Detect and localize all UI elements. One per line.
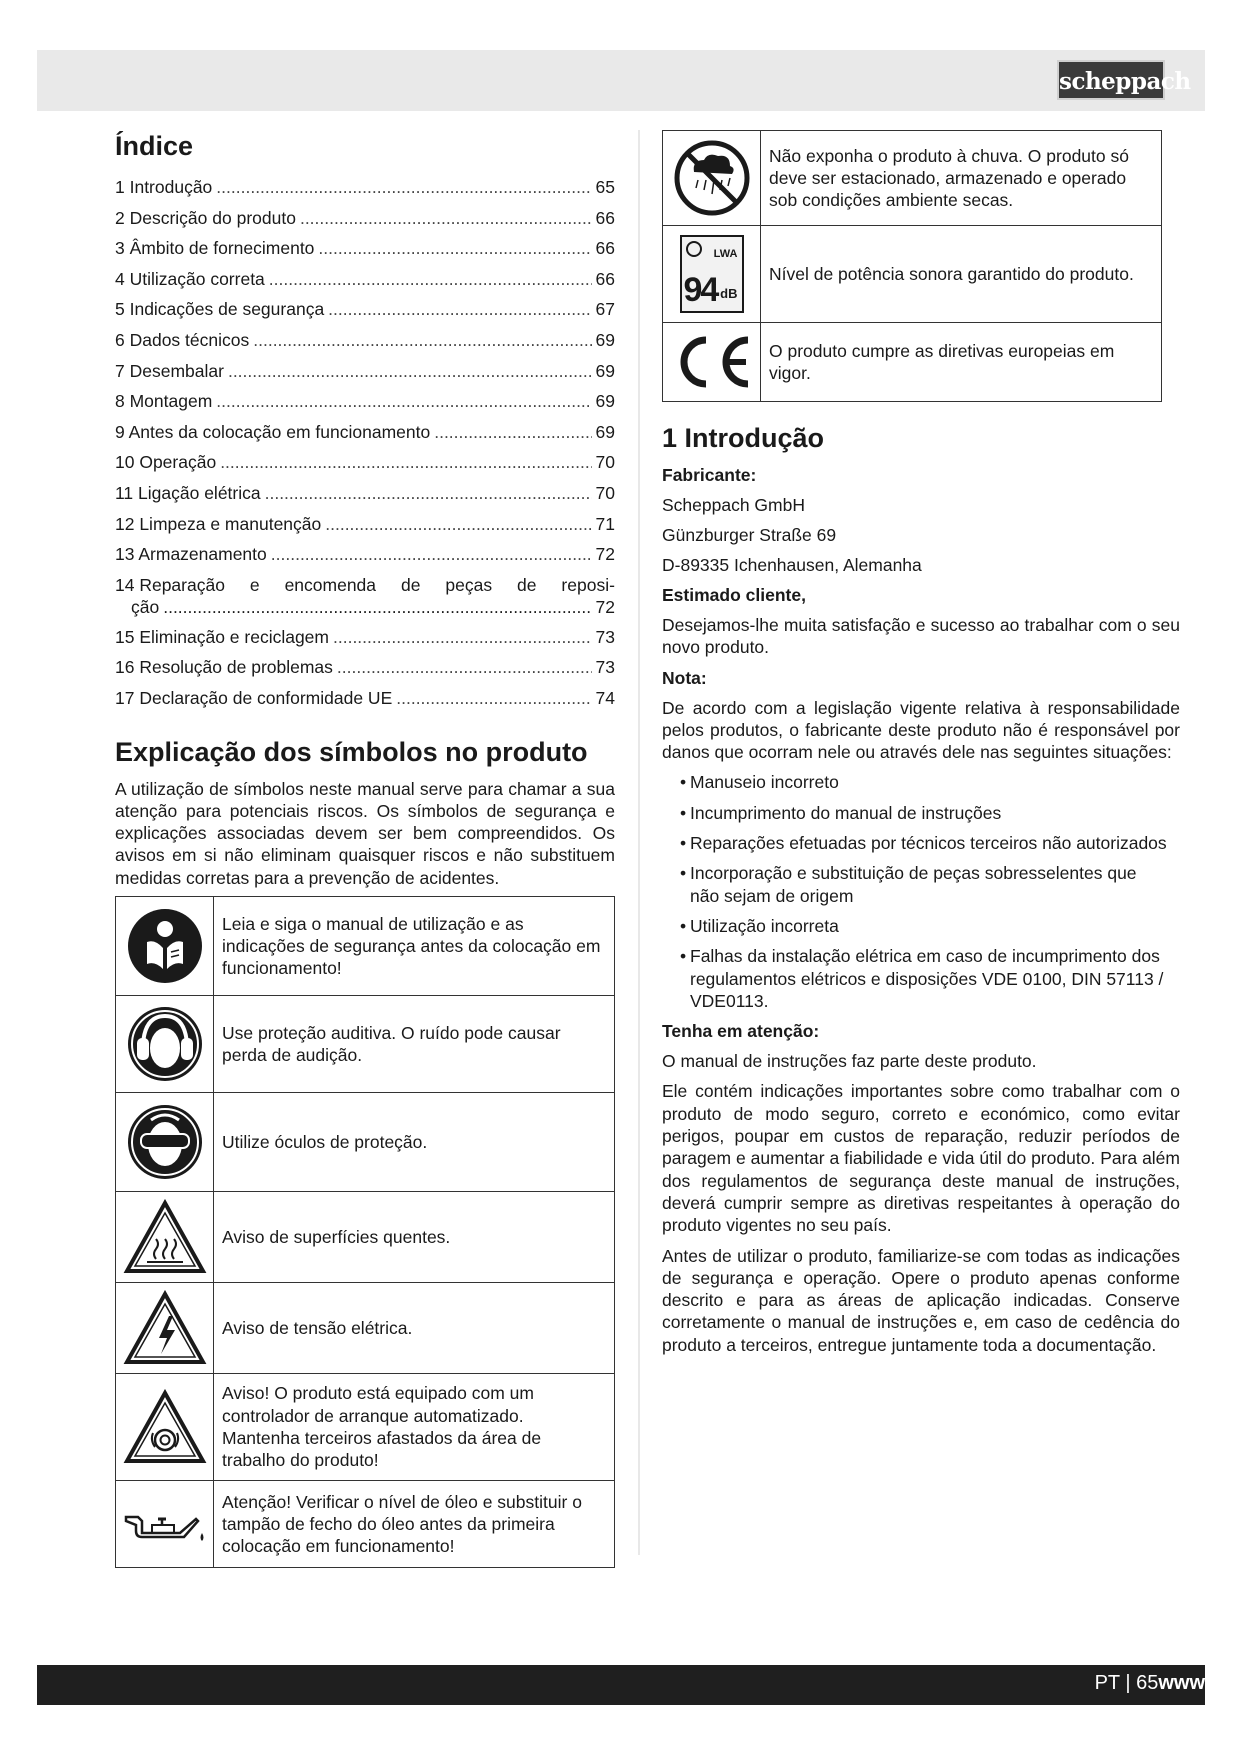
toc-entry[interactable]: 11 Ligação elétrica ..... 70 [115,478,615,509]
dear-customer-label: Estimado cliente, [662,585,806,605]
toc-entry[interactable]: 2 Descrição do produto ..... 66 [115,203,615,234]
toc-entry[interactable]: 15 Eliminação e reciclagem ..... 73 [115,622,615,653]
list-item: • Manuseio incorreto [676,771,1170,793]
intro-title: 1 Introdução [662,423,825,453]
symbols-intro: A utilização de símbolos neste manual serve para chamar a sua atenção para potenciais riscos. Os símbolos de segurança e explicações associadas devem ser bem compreendidos. Os avisos em si não eliminam quaisquer riscos e não substituem medidas corretas para a prevenção de acidentes. [115,778,615,888]
header-band [37,50,1205,111]
symbol-row [116,1373,615,1480]
symbols-table [115,896,615,1568]
symbol-row [116,1282,615,1373]
toc-entry[interactable]: 17 Declaração de conformidade UE ..... 74 [115,683,615,714]
toc-entry[interactable]: 14 Reparação e encomenda de peças de reposi- ção ..... 72 [115,570,615,622]
left-column [115,130,615,1568]
footer-band [37,1665,1205,1705]
safety-goggles-icon [125,1102,205,1182]
hot-surface-warning-icon [123,1199,207,1275]
address-line: D-89335 Ichenhausen, Alemanha [662,555,922,575]
electric-voltage-warning-icon [123,1290,207,1366]
automatic-start-warning-icon [123,1389,207,1465]
symbol-text: Aviso! O produto está equipado com um controlador de arranque automatizado. Mantenha terceiros afastados da área de trabalho do produto! [214,1373,615,1480]
attention-paragraph: Ele contém indicações importantes sobre como trabalhar com o produto de modo seguro, correto e económico, como evitar perigos, poupar em custos de reparação, reduzir períodos de paragem e aumentar a fiabilidade e vida útil do produto. Para além dos regulamentos de segurança deste manual de instruções, deverá cumprir sempre as diretivas respeitantes à operação do produto vigentes no seu país. [662,1081,1180,1236]
toc-entry[interactable]: 4 Utilização correta ..... 66 [115,264,615,295]
list-item: • Falhas da instalação elétrica em caso de incumprimento dos regulamentos elétricos e disposições VDE 0100, DIN 57113 / VDE0113. [676,945,1170,1012]
toc-list [115,172,615,714]
note-text: De acordo com a legislação vigente relativa à responsabilidade pelos produtos, o fabricante deste produto não é responsável por danos que ocorram nele ou através dele nas seguintes situações: [662,697,1180,763]
brand-logo: scheppach [1057,60,1165,100]
toc-entry[interactable]: 6 Dados técnicos ..... 69 [115,325,615,356]
attention-label: Tenha em atenção: [662,1021,820,1042]
symbols-table-continued [662,130,1162,402]
page-number: PT | 65www [1094,1672,1205,1694]
sound-power-icon: LWA 94 dB [680,235,744,313]
attention-paragraph: O manual de instruções faz parte deste produto. [662,1051,1037,1072]
toc-entry[interactable]: 5 Indicações de segurança ..... 67 [115,294,615,325]
symbol-text: Aviso de tensão elétrica. [214,1282,615,1373]
hearing-protection-icon [125,1004,205,1084]
read-manual-icon [125,906,205,986]
ce-mark-icon [670,332,754,392]
no-rain-icon [672,138,752,218]
symbol-row [116,995,615,1092]
symbols-title: Explicação dos símbolos no produto [115,736,588,767]
footer-url[interactable]: www [1158,1672,1205,1694]
symbol-row [116,896,615,995]
list-item: • Incorporação e substituição de peças sobresselentes que não sejam de origem [676,862,1170,907]
oil-can-icon [122,1499,208,1549]
toc-entry[interactable]: 1 Introdução ..... 65 [115,172,615,203]
list-item: • Incumprimento do manual de instruções [676,802,1170,824]
toc-entry[interactable]: 16 Resolução de problemas ..... 73 [115,652,615,683]
toc-entry[interactable]: 9 Antes da colocação em funcionamento ..... 69 [115,417,615,448]
note-label: Nota: [662,667,707,688]
symbol-text: O produto cumpre as diretivas europeias em vigor. [761,323,1162,402]
symbol-text: Nível de potência sonora garantido do produto. [761,226,1162,323]
symbol-row [663,131,1162,226]
symbol-text: Atenção! Verificar o nível de óleo e substituir o tampão de fecho do óleo antes da primeira colocação em funcionamento! [214,1480,615,1567]
symbol-row [663,323,1162,402]
toc-entry[interactable]: 3 Âmbito de fornecimento ..... 66 [115,233,615,264]
symbol-row [663,226,1162,323]
manufacturer-label: Fabricante: [662,465,757,485]
dear-customer-text: Desejamos-lhe muita satisfação e sucesso ao trabalhar com o seu novo produto. [662,615,1180,658]
toc-entry[interactable]: 7 Desembalar ..... 69 [115,356,615,387]
toc-title: Índice [115,131,194,161]
symbol-text: Utilize óculos de proteção. [214,1092,615,1191]
right-column [662,130,1180,1364]
attention-paragraph: Antes de utilizar o produto, familiarize-se com todas as indicações de segurança e operação. Opere o produto apenas conforme descrito e para as áreas de aplicação indicadas. Conserve corretamente o manual de instruções e, em caso de cedência do produto a terceiros, entregue juntamente toda a documentação. [662,1245,1180,1355]
symbol-text: Não exponha o produto à chuva. O produto só deve ser estacionado, armazenado e operado sob condições ambiente secas. [761,131,1162,226]
address-line: Scheppach GmbH [662,495,805,515]
symbol-row [116,1092,615,1191]
list-item: • Reparações efetuadas por técnicos terceiros não autorizados [676,832,1170,854]
column-divider [638,130,640,1555]
toc-entry[interactable]: 10 Operação ..... 70 [115,447,615,478]
symbol-row [116,1480,615,1567]
situations-list [662,771,1180,1012]
symbol-text: Aviso de superfícies quentes. [214,1191,615,1282]
toc-entry[interactable]: 13 Armazenamento ..... 72 [115,539,615,570]
toc-entry[interactable]: 12 Limpeza e manutenção ..... 71 [115,509,615,540]
address-line: Günzburger Straße 69 [662,525,837,545]
symbol-text: Leia e siga o manual de utilização e as indicações de segurança antes da colocação em funcionamento! [214,896,615,995]
symbol-row [116,1191,615,1282]
toc-entry[interactable]: 8 Montagem ..... 69 [115,386,615,417]
symbol-text: Use proteção auditiva. O ruído pode causar perda de audição. [214,995,615,1092]
list-item: • Utilização incorreta [676,915,1170,937]
